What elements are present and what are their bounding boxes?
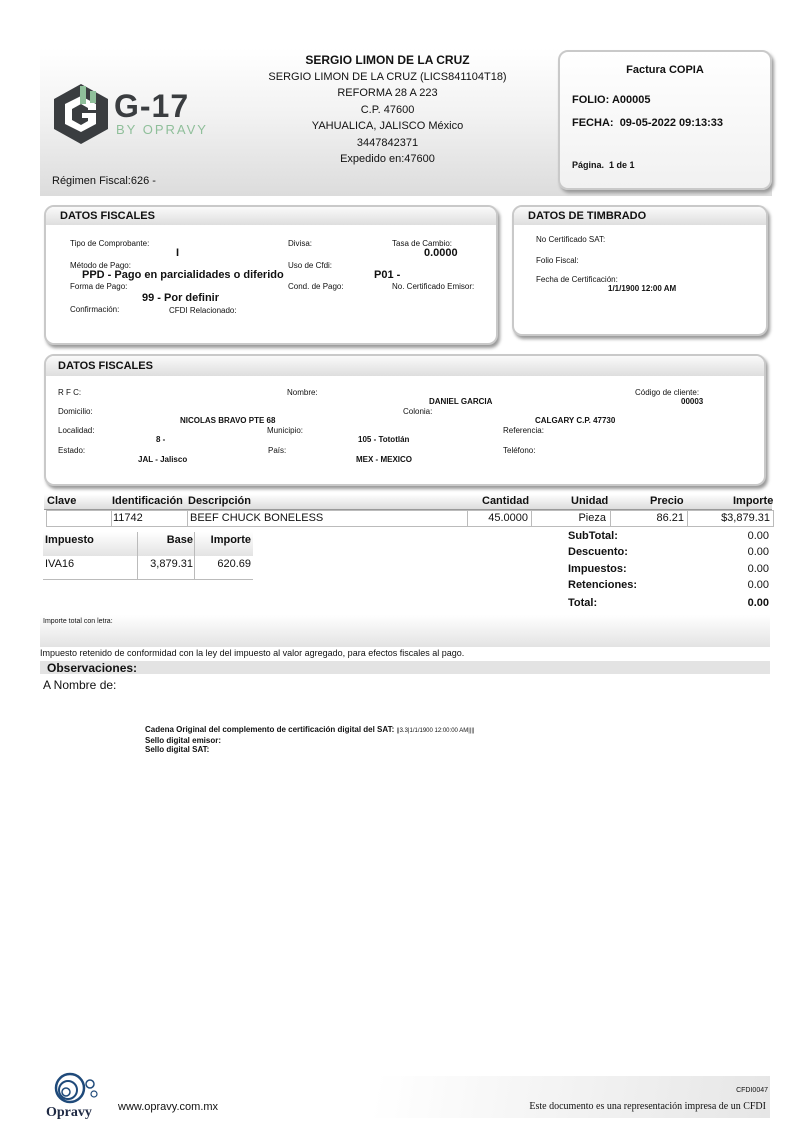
pagina-row [572, 160, 635, 170]
company-phone: 3447842371 [356, 136, 419, 149]
rfc-label: R F C: [58, 388, 82, 397]
tipo-value: I [176, 247, 180, 259]
logo-brand-text: G-17 [114, 88, 190, 124]
folio-row [572, 94, 650, 106]
importe-letra-band [40, 615, 770, 647]
tax-col-base: Base [166, 534, 193, 546]
retenciones-label: Retenciones: [568, 579, 638, 591]
cliente-box [44, 354, 766, 486]
col-unidad: Unidad [571, 495, 609, 507]
totals-block [568, 530, 770, 614]
metodo-label: Método de Pago: [70, 261, 131, 270]
tasa-value: 0.0000 [424, 247, 458, 259]
domicilio-value: NICOLAS BRAVO PTE 68 [180, 416, 276, 425]
invoice-box [558, 50, 772, 190]
fecha-cert-label: Fecha de Certificación: [536, 275, 618, 284]
fecha-row [572, 117, 723, 129]
fecha-label: FECHA: [572, 117, 614, 129]
regimen-fiscal: Régimen Fiscal:626 - [52, 175, 156, 187]
forma-label: Forma de Pago: [70, 282, 128, 291]
nombre-label: Nombre: [287, 388, 318, 397]
cond-label: Cond. de Pago: [288, 282, 344, 291]
cell-cantidad: 45.0000 [488, 512, 528, 524]
subtotal-value: 0.00 [747, 530, 769, 542]
tax-col-importe: Importe [210, 534, 251, 546]
impuestos-value: 0.00 [747, 563, 769, 575]
impuestos-label: Impuestos: [568, 563, 627, 575]
col-precio: Precio [650, 495, 684, 507]
colonia-value: CALGARY C.P. 47730 [535, 416, 616, 425]
colonia-label: Colonia: [403, 407, 433, 416]
tipo-label: Tipo de Comprobante: [70, 239, 150, 248]
estado-label: Estado: [58, 446, 86, 455]
cell-identificacion: 11742 [113, 512, 143, 524]
tax-cell-base: 3,879.31 [150, 558, 193, 570]
uso-label: Uso de Cfdi: [288, 261, 333, 270]
fecha-value: 09-05-2022 09:13:33 [619, 117, 724, 129]
observaciones-band [40, 661, 770, 674]
invoice-title: Factura COPIA [626, 64, 704, 76]
divisa-label: Divisa: [288, 239, 313, 248]
a-nombre-de: A Nombre de: [43, 678, 117, 692]
cliente-title: DATOS FISCALES [58, 360, 153, 372]
g17-logo-icon [50, 82, 112, 146]
uso-value: P01 - [374, 269, 401, 281]
company-name: SERGIO LIMON DE LA CRUZ [305, 53, 470, 67]
sello-sat-label: Sello digital SAT: [145, 745, 210, 754]
cell-precio: 86.21 [656, 512, 684, 524]
domicilio-label: Domicilio: [58, 407, 93, 416]
items-table [44, 494, 772, 526]
tax-col-impuesto: Impuesto [45, 534, 94, 546]
metodo-value: PPD - Pago en parcialidades o diferido [82, 269, 284, 281]
company-cp: C.P. 47600 [360, 103, 415, 116]
localidad-label: Localidad: [58, 426, 95, 435]
company-name-rfc: SERGIO LIMON DE LA CRUZ (LICS841104T18) [268, 70, 507, 83]
referencia-label: Referencia: [503, 426, 544, 435]
timbrado-title: DATOS DE TIMBRADO [528, 210, 647, 222]
cert-sat-label: No Certificado SAT: [536, 235, 606, 244]
opravy-logo [44, 1072, 106, 1120]
subtotal-label: SubTotal: [568, 530, 618, 542]
total-value: 0.00 [747, 597, 769, 609]
descuento-value: 0.00 [747, 546, 769, 558]
estado-value: JAL - Jalisco [138, 455, 188, 464]
pais-label: País: [268, 446, 287, 455]
col-identificacion: Identificación [112, 495, 183, 507]
col-descripcion: Descripción [188, 495, 251, 507]
company-logo [50, 82, 220, 146]
codigo-label: Código de cliente: [635, 388, 700, 397]
total-label: Total: [568, 597, 598, 609]
importe-letra-label: Importe total con letra: [43, 618, 113, 625]
cadena-label: Cadena Original del complemento de certificación digital del SAT: [145, 725, 395, 734]
cadena-row [145, 725, 474, 736]
telefono-label: Teléfono: [503, 446, 536, 455]
cert-emisor-label: No. Certificado Emisor: [392, 282, 475, 291]
col-clave: Clave [47, 495, 77, 507]
descuento-label: Descuento: [568, 546, 628, 558]
forma-value: 99 - Por definir [142, 292, 220, 304]
pais-value: MEX - MEXICO [356, 455, 413, 464]
company-expedido: Expedido en:47600 [340, 153, 435, 165]
observaciones-title: Observaciones: [47, 661, 138, 675]
company-street: REFORMA 28 A 223 [337, 87, 438, 99]
cell-unidad: Pieza [578, 512, 606, 524]
footer-code: CFDI0047 [736, 1087, 768, 1094]
tax-cell-impuesto: IVA16 [45, 558, 75, 570]
folio-fiscal-label: Folio Fiscal: [536, 256, 579, 265]
col-importe: Importe [733, 495, 774, 507]
company-city: YAHUALICA, JALISCO México [311, 120, 464, 132]
localidad-value: 8 - [156, 435, 166, 444]
municipio-value: 105 - Tototlán [358, 435, 410, 444]
opravy-brand: Opravy [46, 1105, 92, 1120]
municipio-label: Municipio: [267, 426, 304, 435]
tax-table [43, 532, 253, 580]
confirm-label: Confirmación: [70, 305, 120, 314]
col-cantidad: Cantidad [482, 495, 530, 507]
nombre-value: DANIEL GARCIA [429, 397, 493, 406]
opravy-bubbles-icon [44, 1072, 106, 1106]
cadena-value: ||3.3|1/1/1900 12:00:00 AM|||| [396, 728, 475, 734]
datos-fiscales-box [44, 205, 498, 345]
folio-label: FOLIO: [572, 94, 610, 106]
pagina-value: 1 de 1 [609, 160, 635, 170]
company-info [255, 52, 520, 168]
cell-descripcion: BEEF CHUCK BONELESS [190, 512, 324, 524]
retenciones-value: 0.00 [747, 579, 769, 591]
timbrado-box [512, 205, 768, 336]
footer-url: www.opravy.com.mx [118, 1101, 219, 1113]
cfdi-rel-label: CFDI Relacionado: [169, 306, 237, 315]
footer-note: Este documento es una representación impresa de un CFDI [529, 1101, 766, 1112]
tasa-label: Tasa de Cambio: [392, 239, 453, 248]
sellos-block [145, 725, 474, 754]
impuesto-retenido-text: Impuesto retenido de conformidad con la ley del impuesto al valor agregado, para efectos fiscales al pago. [40, 648, 465, 658]
fecha-cert-value: 1/1/1900 12:00 AM [608, 284, 677, 293]
tax-cell-importe: 620.69 [217, 558, 251, 570]
cell-importe: $3,879.31 [721, 512, 770, 524]
datos-fiscales-title: DATOS FISCALES [60, 210, 155, 222]
logo-tagline: BY OPRAVY [116, 122, 208, 137]
pagina-label: Página. [572, 160, 605, 170]
folio-value: A00005 [611, 94, 651, 106]
codigo-value: 00003 [681, 397, 704, 406]
cliente-header [46, 356, 764, 376]
sello-emisor-label: Sello digital emisor: [145, 736, 222, 745]
